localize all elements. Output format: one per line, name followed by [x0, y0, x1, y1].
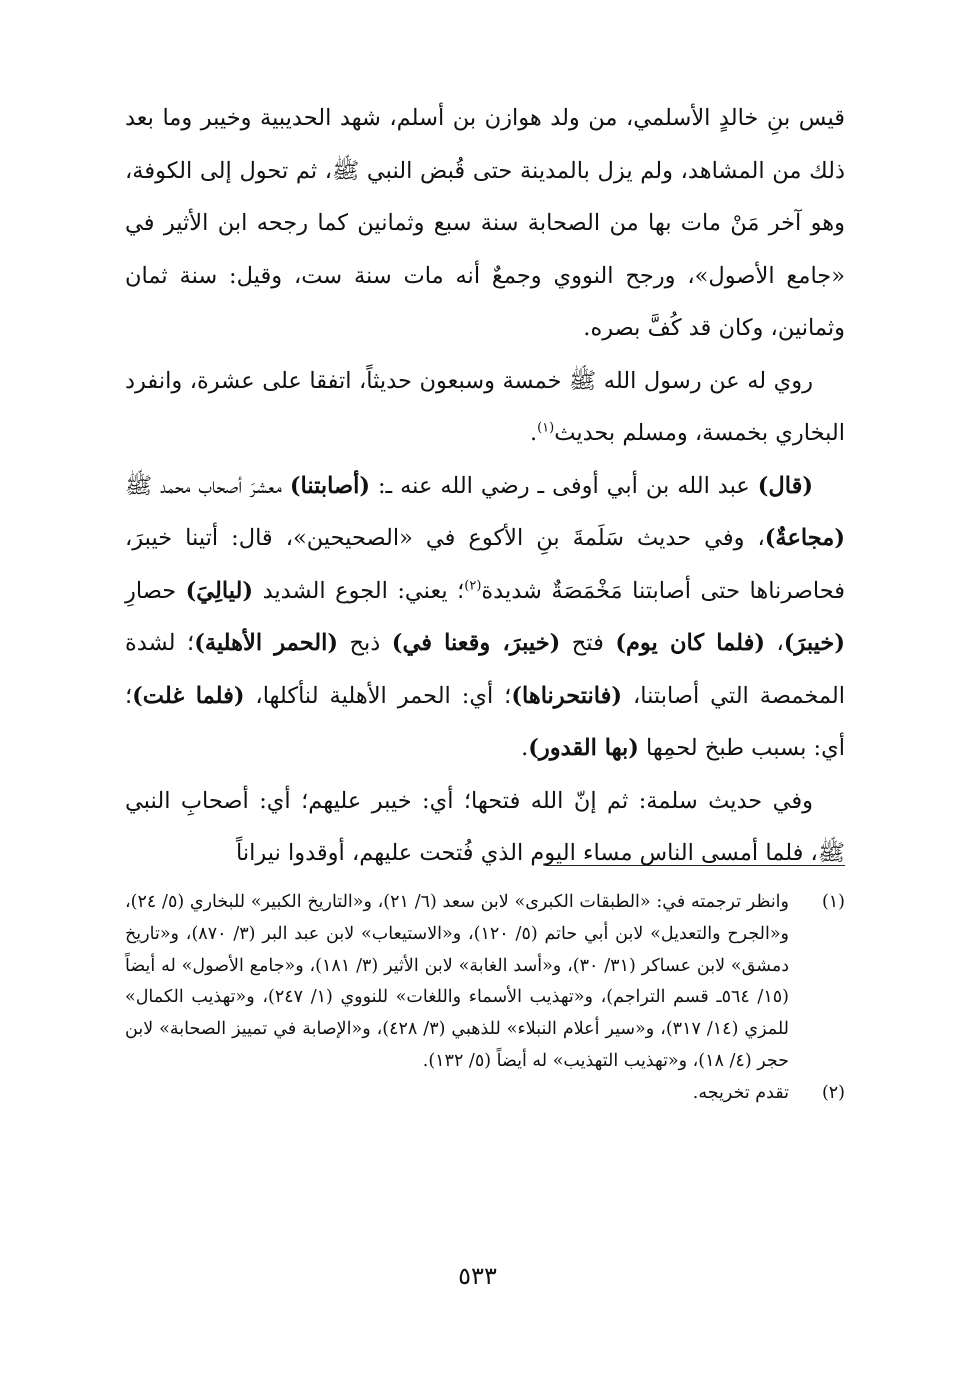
- footnote-ref-1[interactable]: (١): [537, 420, 555, 436]
- quoted-matn: (بها القدور): [528, 735, 639, 761]
- quoted-matn: (خيبرَ، وقعنا في): [391, 630, 561, 656]
- footnote-number: (١): [821, 892, 845, 912]
- quoted-matn: (ليالِيَ): [185, 577, 254, 604]
- footnote-separator: [545, 865, 845, 866]
- paragraph-1: قيس بنِ خالدٍ الأسلمي، من ولد هوازن بن أسلم، شهد الحديبية وخيبر وما بعد ذلك من المشاهد، ولم يزل بالمدينة حتى قُبض النبي ﷺ، ثم تحول إلى الكوفة، وهو آخر مَنْ مات بها من الصحابة سنة سبع وثمانين كما رجحه ابن الأثير في «جامع الأصول»، ورجح النووي وجمعٌ أنه مات سنة ست، وقيل: سنة ثمان وثمانين، وكان قد كُفَّ بصره.: [125, 105, 845, 341]
- paragraph-2-end: .: [529, 420, 538, 446]
- paragraph-2: [125, 355, 845, 460]
- footnotes: [125, 887, 845, 1110]
- commentary-text: فتح: [560, 630, 616, 656]
- quoted-matn: (فانتحرناها): [511, 682, 623, 709]
- quoted-matn: (خيبرَ): [783, 630, 845, 656]
- quoted-matn: (قال): [757, 472, 814, 499]
- main-text: [125, 92, 845, 880]
- footnote-text: تقدم تخريجه.: [692, 1082, 789, 1103]
- commentary-text: .: [521, 735, 529, 761]
- paragraph-2-text: روي له عن رسول الله ﷺ خمسة وسبعون حديثاً، اتفقا على عشرة، وانفرد البخاري بخمسة، ومسلم بحديث: [125, 367, 845, 446]
- commentary-text: عبد الله بن أبي أوفى ـ رضي الله عنه ـ:: [370, 472, 758, 499]
- commentary-text: ؛ أي: الحمر الأهلية لنأكلها،: [244, 682, 512, 709]
- commentary-text: ،: [765, 630, 784, 656]
- commentary-text: ذبح: [337, 630, 392, 656]
- commentary-text: ؛ لشدة المخمصة التي أصابتنا،: [125, 630, 845, 709]
- footnote-1: [125, 887, 845, 1078]
- paragraph-4: وفي حديث سلمة: ثم إنّ الله فتحها؛ أي: خيبر عليهم؛ أي: أصحابِ النبي ﷺ، فلما أمسى الناس مساء اليوم الذي فُتحت عليهم، أوقدوا نيراناً: [125, 787, 845, 866]
- commentary-text: ، وفي حديث سَلَمةَ بنِ الأكوع في «الصحيحين»، قال: أتينا خيبرَ، فحاصرناها حتى أصابتنا مَخْمَصَةٌ شديدة: [125, 525, 845, 604]
- commentary-text: معشرَ أصحاب محمد ﷺ: [125, 472, 290, 499]
- footnote-number: (٢): [821, 1082, 845, 1103]
- quoted-matn: (أصابتنا): [289, 472, 371, 499]
- quoted-matn: (فلما كان يوم): [615, 630, 765, 656]
- footnote-ref-2[interactable]: (٢): [464, 578, 482, 593]
- footnote-2: [125, 1078, 845, 1110]
- footnote-text: وانظر ترجمته في: «الطبقات الكبرى» لابن سعد (٦/ ٢١)، و«التاريخ الكبير» للبخاري (٥/ ٢٤)، و«الجرح والتعديل» لابن أبي حاتم (٥/ ١٢٠)، و«الاستيعاب» لابن عبد البر (٣/ ٨٧٠)، و«تاريخ دمشق» لابن عساكر (٣١/ ٣٠)، و«أسد الغابة» لابن الأثير (٣/ ١٨١)، و«جامع الأصول» له أيضاً (١٥/ ٥٦٤ـ قسم التراجم)، و«تهذيب الأسماء واللغات» للنووي (١/ ٢٤٧)، و«تهذيب الكمال» للمزي (١٤/ ٣١٧)، و«سير أعلام النبلاء» للذهبي (٣/ ٤٢٨)، و«الإصابة في تمييز الصحابة» لابن حجر (٤/ ١٨)، و«تهذيب التهذيب» له أيضاً (٥/ ١٣٢).: [125, 892, 790, 1071]
- commentary-text: حصارِ: [125, 577, 186, 604]
- paragraph-3: [125, 460, 845, 775]
- quoted-matn: (الحمر الأهلية): [194, 630, 338, 656]
- commentary-text: ؛ أي: بسبب طبخ لحمِها: [125, 682, 845, 761]
- quoted-matn: (فلما غلت): [132, 682, 245, 709]
- quoted-matn: (مجاعةٌ): [764, 525, 845, 551]
- page-number: ٥٣٣: [458, 1262, 497, 1290]
- commentary-text: ؛ يعني: الجوع الشديد: [253, 577, 465, 604]
